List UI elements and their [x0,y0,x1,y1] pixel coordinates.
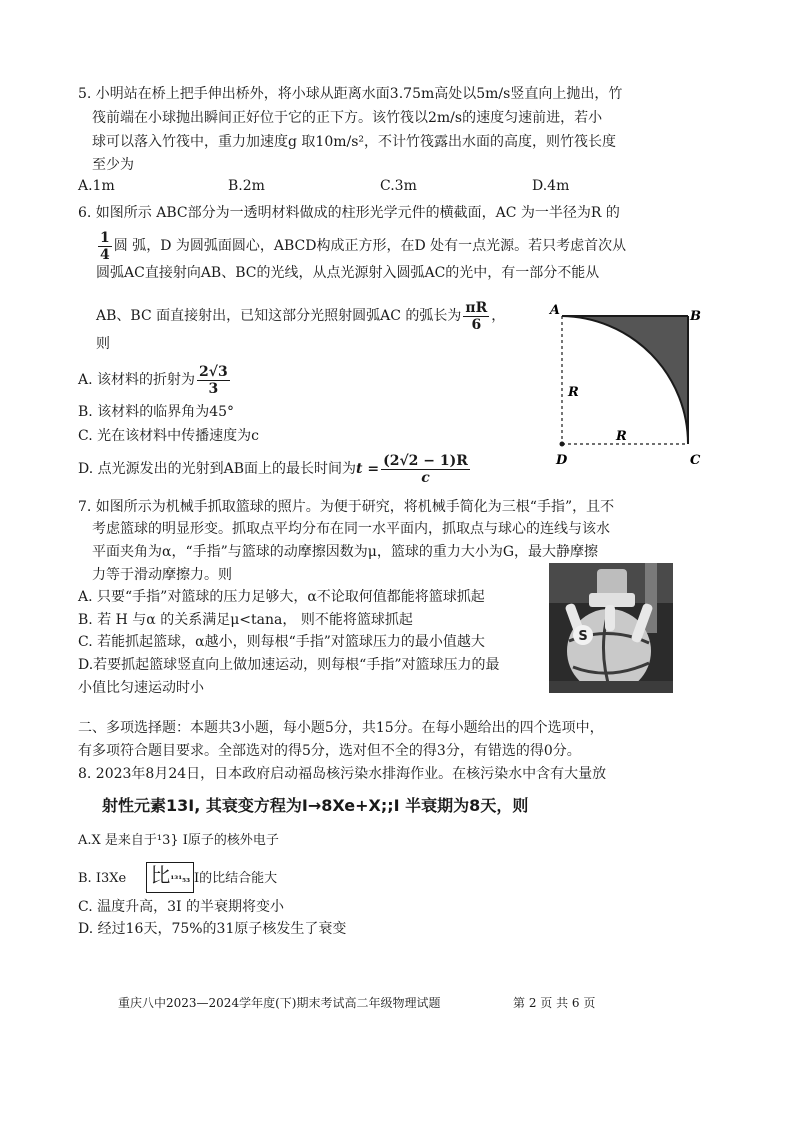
q8-option-d: D. 经过16天，75%的31原子核发生了衰变 [78,921,347,937]
q5-option-c: C.3m [380,178,417,194]
fraction-arc-length: $\frac{\pi R}{6}$ [465,299,488,333]
q8-option-c: C. 温度升高，3I 的半衰期将变小 [78,899,285,915]
footer-page-number: 第 2 页 共 6 页 [513,996,596,1010]
q8-option-a: A.X 是来自于¹3} I原子的核外电子 [78,833,279,848]
q5-line-2: 筏前端在小球抛出瞬间正好位于它的正下方。该竹筏以2m/s的速度匀速前进，若小 [92,110,603,126]
q7-line-3: 平面夹角为α，“手指”与篮球的动摩擦因数为μ，篮球的重力大小为G，最大静摩擦 [92,544,599,560]
q6-option-b: B. 该材料的临界角为45° [78,404,235,420]
fraction-refraction-index: $\frac{2√3}{3}$ [199,363,228,397]
q7-line-1: 7. 如图所示为机械手抓取篮球的照片。为便于研究，将机械手简化为三根“手指”，且不 [78,499,615,515]
q5-option-b: B.2m [228,178,265,194]
q7-option-b: B. 若 H 与α 的关系满足μ<tana， 则不能将篮球抓起 [78,612,413,628]
label-r-horizontal: R [616,429,627,444]
label-c: C [690,453,701,468]
q5-line-4: 至少为 [92,157,134,173]
section2-line-1: 二、多项选择题：本题共3小题，每小题5分，共15分。在每小题给出的四个选项中， [78,720,604,736]
photo-letter-s: S [578,629,588,644]
optics-figure [548,304,718,470]
q6-line-4: AB、BC 面直接射出，已知这部分光照射圆弧AC 的弧长为 $\frac{\pi R}{6}$ ， [96,299,506,333]
q5-line-3: 球可以落入竹筏中，重力加速度g 取10m/s²，不计竹筏露出水面的高度，则竹筏长度 [92,134,617,150]
label-r-vertical: R [568,385,579,400]
q8-option-b-box: 比¹³¹₅₃ [146,862,194,893]
q7-option-d-line-1: D.若要抓起篮球竖直向上做加速运动，则每根“手指”对篮球压力的最 [78,657,500,673]
q7-line-2: 考虑篮球的明显形变。抓取点平均分布在同一水平面内，抓取点与球心的连线与该水 [92,521,610,537]
q7-line-4: 力等于滑动摩擦力。则 [92,567,232,583]
q6-line-3: 圆弧AC直接射向AB、BC的光线，从点光源射入圆弧AC的光中，有一部分不能从 [96,265,600,281]
q8-line-1: 8. 2023年8月24日，日本政府启动福岛核污染水排海作业。在核污染水中含有大量放 [78,766,607,782]
label-b: B [690,309,701,324]
fraction-max-time: $\frac{(2√2 - 1)R}{c}$ [383,452,468,486]
shaded-region [562,316,688,444]
section2-line-2: 有多项符合题目要求。全部选对的得5分，选对但不全的得3分，有错选的得0分。 [78,743,581,759]
q5-line-1: 5. 小明站在桥上把手伸出桥外，将小球从距离水面3.75m高处以5m/s竖直向上抛出，竹 [78,86,623,102]
q5-option-d: D.4m [532,178,570,194]
q7-option-c: C. 若能抓起篮球，α越小，则每根“手指”对篮球压力的最小值越大 [78,634,485,650]
robot-hand-basketball-photo [549,563,673,693]
fraction-one-quarter: $\frac{1}{4}$ [100,229,110,263]
q7-option-a: A. 只要“手指”对篮球的压力足够大，α不论取何值都能将篮球抓起 [78,589,485,605]
q8-line-2: 射性元素13I, 其衰变方程为I→8Xe+X;;I 半衰期为8天，则 [102,796,529,815]
q6-line-5: 则 [96,336,110,352]
footer-school-title: 重庆八中2023—2024学年度(下)期末考试高二年级物理试题 [118,996,441,1010]
q6-option-a: A. 该材料的折射为 $\frac{2√3}{3}$ [78,363,228,397]
q7-option-d-line-2: 小值比匀速运动时小 [78,680,204,696]
q6-line-2: $\frac{1}{4}$ 圆 弧，D 为圆弧面圆心，ABCD构成正方形，在D 处有一点光源。若只考虑首次从 [100,229,627,263]
q5-option-a: A.1m [78,178,115,194]
label-d: D [556,453,568,468]
q6-option-d: D. 点光源发出的光射到AB面上的最长时间为t = $\frac{(2√2 - 1)R}{c}$ [78,452,468,486]
q8-option-b: B. I3Xe 比¹³¹₅₃ I的比结合能大 [78,862,277,894]
q6-line-1: 6. 如图所示 ABC部分为一透明材料做成的柱形光学元件的横截面，AC 为一半径为R 的 [78,205,620,221]
point-d-dot [560,442,565,447]
q6-option-c: C. 光在该材料中传播速度为c [78,428,259,444]
label-a: A [549,304,560,318]
